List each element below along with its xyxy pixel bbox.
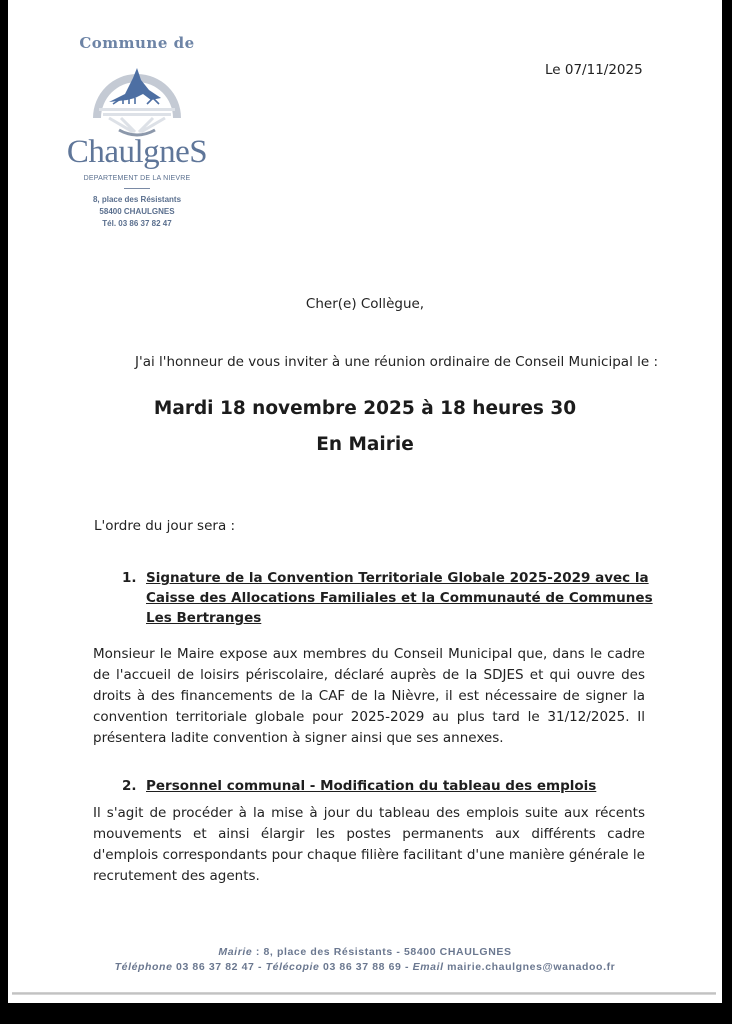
footer-contact (8, 961, 722, 973)
invitation-intro: J'ai l'honneur de vous inviter à une réunion ordinaire de Conseil Municipal le : (135, 354, 659, 370)
footer-email[interactable]: mairie.chaulgnes@wanadoo.fr (443, 961, 616, 973)
agenda-item-title-text: Personnel communal - Modification du tableau des emplois (146, 778, 597, 794)
footer-phone: 03 86 37 82 47 - (172, 961, 266, 973)
agenda-item-title-text: Signature de la Convention Territoriale Globale 2025-2029 avec la Caisse des Allocations Familiales et la Communauté de Communes Les Bertranges (146, 570, 653, 626)
logo-address-line1: 8, place des Résistants (92, 195, 182, 204)
agenda-item-title (122, 568, 656, 628)
letter-date: Le 07/11/2025 (545, 62, 643, 78)
logo-separator (124, 188, 150, 189)
agenda-item-number: 1. (122, 570, 137, 586)
agenda-item-body: Monsieur le Maire expose aux membres du Conseil Municipal que, dans le cadre de l'accueil de loisirs périscolaire, déclaré auprès de la SDJES et qui ouvre des droits à des financements de la CAF de la Nièvre, il est nécessaire de signer la convention territoriale globale pour 2025-2029 au plus tard le 31/12/2025. Il présentera ladite convention à signer ainsi que ses annexes. (93, 646, 645, 746)
agenda-item-body: Il s'agit de procéder à la mise à jour du tableau des emplois suite aux récents mouvements et ainsi élargir les postes permanents aux différents cadre d'emplois correspondants pour chaque filière facilitant d'une manière générale le recrutement des agents. (93, 805, 645, 884)
footer-email-label: Email (412, 961, 444, 973)
footer-phone-label: Téléphone (114, 961, 173, 973)
town-emblem-icon (87, 54, 187, 138)
commune-logo (62, 34, 212, 230)
footer-mairie-address: : 8, place des Résistants - 58400 CHAULGNES (252, 946, 512, 958)
agenda-item-title (122, 776, 656, 796)
logo-address-line2: 58400 CHAULGNES (99, 207, 175, 216)
salutation: Cher(e) Collègue, (305, 296, 425, 312)
agenda-item-number: 2. (122, 778, 137, 794)
logo-commune-label: Commune de (79, 34, 195, 52)
logo-department: DEPARTEMENT DE LA NIEVRE (83, 175, 191, 182)
footer-mairie-label: Mairie (218, 946, 253, 958)
meeting-location: En Mairie (316, 434, 414, 455)
letter-page (8, 0, 722, 1003)
meeting-datetime: Mardi 18 novembre 2025 à 18 heures 30 (153, 398, 577, 419)
logo-phone: Tél. 03 86 37 82 47 (102, 219, 172, 228)
logo-town-name: ChaulgneS (66, 134, 208, 170)
footer-address (8, 946, 722, 958)
agenda-intro: L'ordre du jour sera : (94, 518, 236, 534)
footer-rule (12, 992, 716, 995)
footer-fax: 03 86 37 88 69 - (319, 961, 413, 973)
footer-fax-label: Télécopie (265, 961, 320, 973)
